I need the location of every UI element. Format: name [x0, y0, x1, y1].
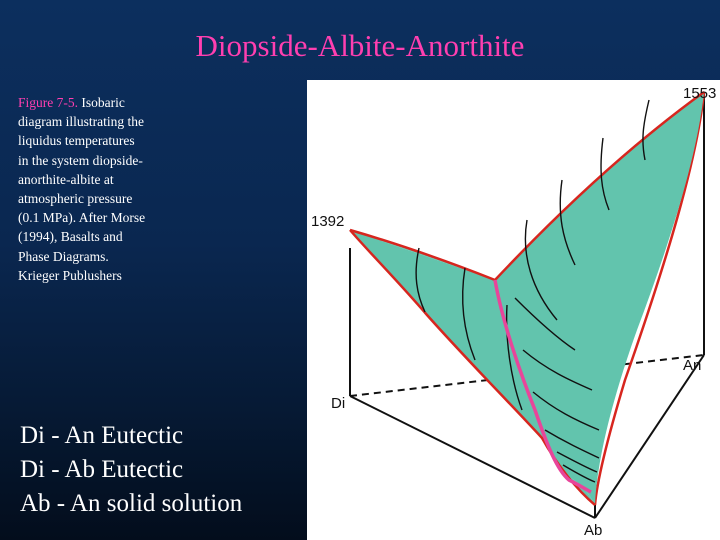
diagram-canvas — [307, 80, 720, 540]
liquidus-surface — [350, 92, 704, 505]
ternary-liquidus-diagram — [307, 80, 720, 540]
caption-line: diagram illustrating the — [18, 114, 144, 130]
caption-line: in the system diopside- — [18, 152, 143, 168]
di-melting-temp-label: 1392 — [311, 213, 345, 230]
an-vertex-label: An — [683, 357, 702, 374]
an-melting-temp-label: 1553 — [683, 85, 717, 102]
di-vertex-label: Di — [331, 395, 346, 412]
bullet-item: Ab - An solid solution — [20, 490, 243, 517]
caption-line: Isobaric — [81, 95, 125, 110]
caption-line: atmospheric pressure — [18, 191, 133, 207]
caption-line: Krieger Publushers — [18, 267, 122, 283]
caption-line: liquidus temperatures — [18, 133, 135, 149]
ab-vertex-label: Ab — [584, 522, 603, 539]
caption-line: Phase Diagrams. — [18, 248, 109, 264]
bullet-item: Di - Ab Eutectic — [20, 456, 184, 483]
caption-line: (1994), Basalts and — [18, 229, 123, 245]
bullet-list — [20, 419, 320, 521]
bullet-item: Di - An Eutectic — [20, 422, 184, 449]
caption-figure-label: Figure 7-5. — [18, 95, 78, 110]
caption-line: anorthite-albite at — [18, 171, 114, 187]
figure-caption — [18, 93, 176, 285]
caption-line: (0.1 MPa). After Morse — [18, 210, 146, 226]
slide-title: Diopside-Albite-Anorthite — [195, 28, 525, 63]
